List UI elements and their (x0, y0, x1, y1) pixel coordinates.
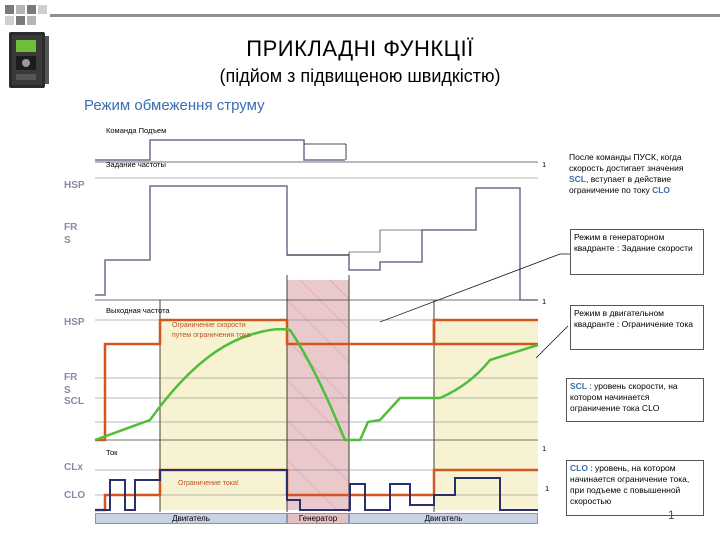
note5-text: : уровень, на котором начинается ограничение тока, при подъеме с повышенной скоростью (570, 463, 690, 506)
note4-text: : уровень скорости, на котором начинается ограничение тока CLO (570, 381, 678, 413)
note-motor-mode (570, 305, 704, 350)
note1-scl: SCL (569, 174, 586, 184)
note2-text: Режим в генераторном квадранте : Задание скорости (574, 232, 693, 253)
note-clo (566, 460, 704, 516)
current-label: Ток (106, 448, 118, 457)
motor-region-right (434, 320, 538, 510)
slide-subtitle: (підйом з підвищеною швидкістю) (219, 66, 501, 86)
scl-label: SCL (64, 396, 84, 407)
fr-top-label-2: S (64, 235, 71, 246)
note1-post: , вступает в действие ограничение по току (569, 174, 672, 195)
mode-bar-generator (287, 513, 349, 524)
fr-mid-label-1: FR (64, 372, 78, 383)
note4-scl: SCL (570, 381, 587, 391)
page-number: 1 (668, 508, 675, 522)
mode-bar-motor-right (349, 513, 538, 524)
marker-1b: 1 (542, 297, 547, 306)
hsp-mid-label: HSP (64, 317, 85, 328)
note-start-command (566, 150, 704, 204)
note5-clo: CLO (570, 463, 588, 473)
command-lift-label: Команда Подъем (106, 126, 167, 135)
note1-text: После команды ПУСК, когда скорость достигает значения (569, 152, 684, 173)
note1-clo: CLO (652, 185, 671, 195)
marker-1d: 1 (545, 484, 550, 493)
mode-bar-motor-left (95, 513, 287, 524)
clo-label: CLO (64, 490, 86, 501)
motor-left-label: Двигатель (172, 514, 210, 523)
speed-limit-label-2: путем ограничения тока (172, 332, 251, 339)
marker-1a: 1 (542, 160, 547, 169)
generator-region (287, 280, 349, 510)
freq-setpoint-label: Задание частоты (106, 160, 166, 169)
hsp-top-label: HSP (64, 180, 85, 191)
marker-1c: 1 (542, 444, 547, 453)
fr-top-label-1: FR (64, 222, 78, 233)
clx-label: CLx (64, 462, 83, 473)
generator-label: Генератор (298, 514, 338, 523)
note3-text: Режим в двигательном квадранте : Ограничение тока (574, 308, 694, 329)
note-scl (566, 378, 704, 422)
mode-title: Режим обмеження струму (84, 97, 265, 114)
command-lift-line (95, 140, 345, 160)
slide-title: ПРИКЛАДНІ ФУНКЦІЇ (246, 36, 474, 61)
motor-right-label: Двигатель (424, 514, 463, 523)
current-limit-label: Ограничение тока! (178, 480, 239, 487)
fr-mid-label-2: S (64, 385, 71, 396)
note-generator-mode (570, 229, 704, 275)
speed-limit-label-1: Ограничение скорости (172, 322, 246, 329)
output-freq-label: Выходная частота (106, 306, 170, 315)
